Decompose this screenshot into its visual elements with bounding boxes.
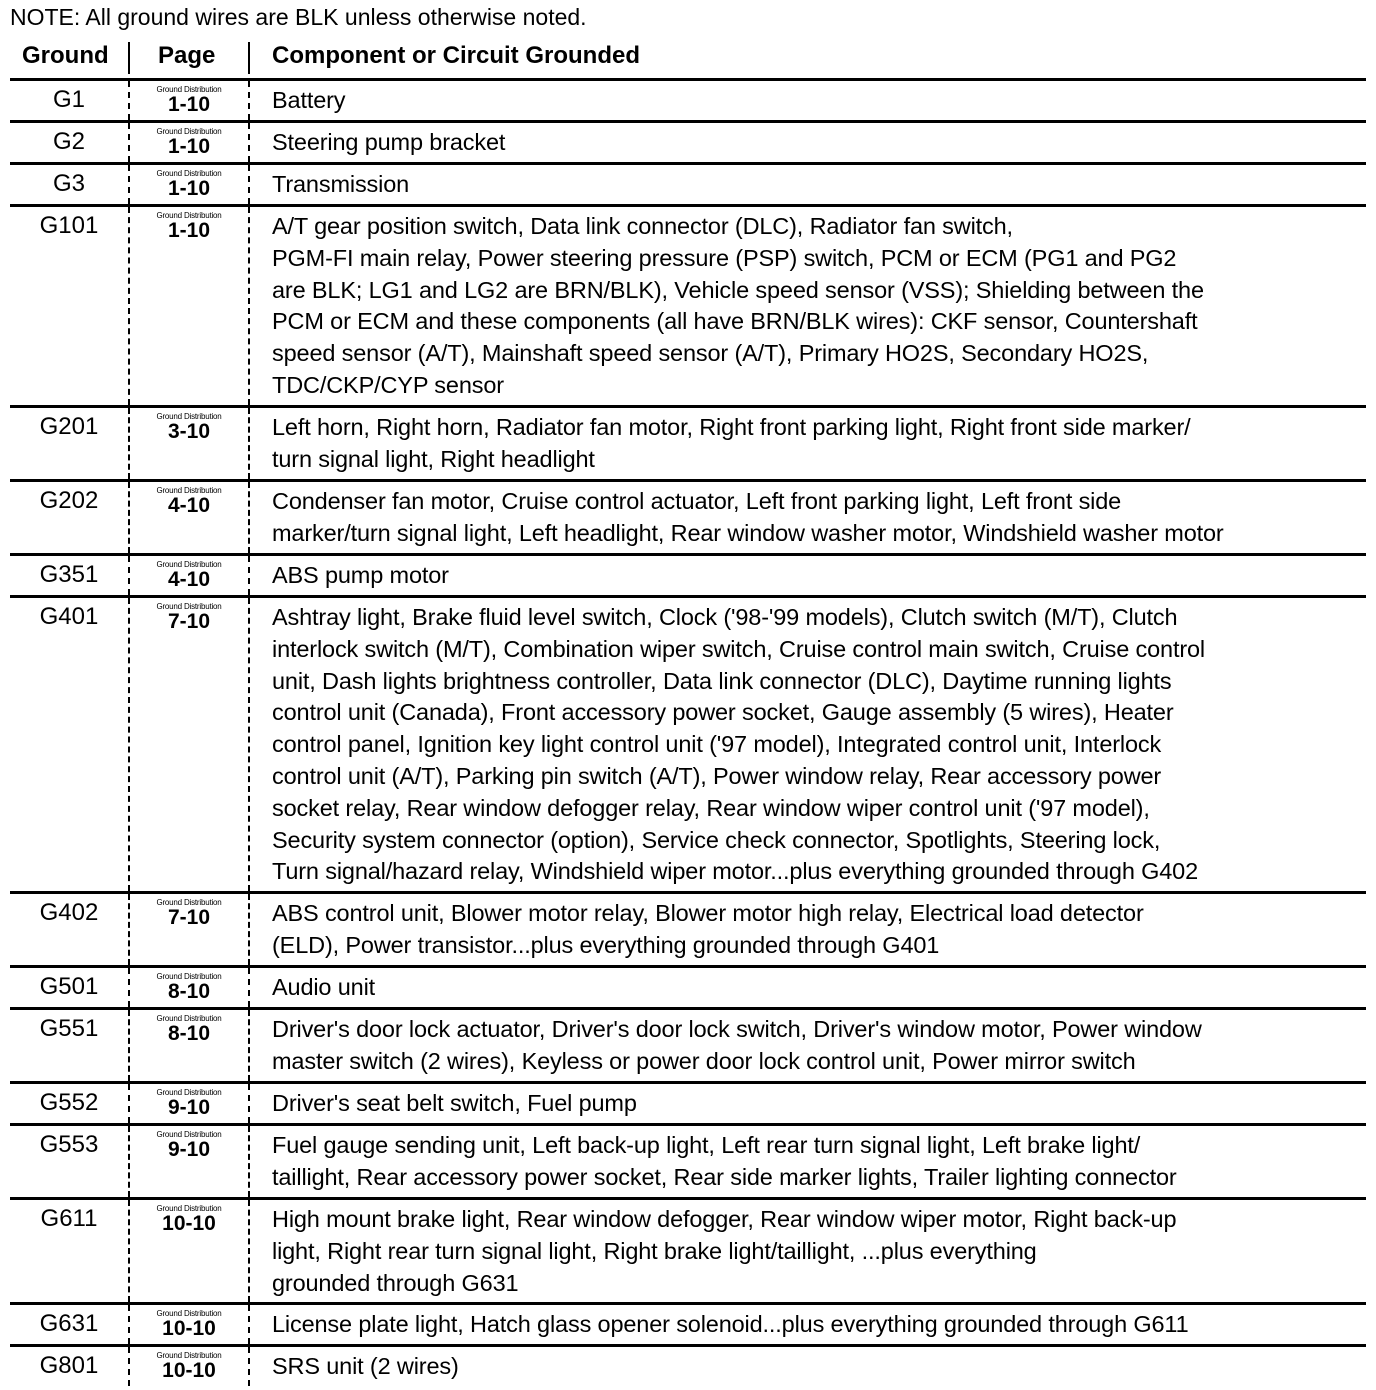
component-description bbox=[272, 1088, 1366, 1120]
table-row bbox=[10, 120, 1366, 162]
component-line: PCM or ECM and these components (all have BRN/BLK wires): CKF sensor, Countershaft bbox=[272, 308, 1198, 335]
header-divider bbox=[248, 42, 250, 74]
component-line: PGM-FI main relay, Power steering pressure (PSP) switch, PCM or ECM (PG1 and PG2 bbox=[272, 244, 1177, 271]
page-cell bbox=[128, 1305, 250, 1344]
component-description bbox=[272, 486, 1366, 550]
component-line: light, Right rear turn signal light, Right brake light/taillight, ...plus everything bbox=[272, 1237, 1037, 1264]
component-description bbox=[272, 972, 1366, 1004]
table-row bbox=[10, 1007, 1366, 1081]
component-description bbox=[272, 602, 1366, 888]
component-description bbox=[272, 169, 1366, 201]
ground-id: G351 bbox=[39, 561, 99, 588]
page-caption: Ground Distribution bbox=[156, 127, 222, 136]
component-line: ABS control unit, Blower motor relay, Blower motor high relay, Electrical load detector bbox=[272, 900, 1144, 926]
ground-id: G201 bbox=[39, 413, 99, 440]
table-row bbox=[10, 891, 1366, 965]
ground-id: G551 bbox=[39, 1015, 99, 1042]
component-line: ABS pump motor bbox=[272, 562, 449, 588]
page-cell bbox=[128, 1084, 250, 1123]
component-description bbox=[272, 560, 1366, 592]
page-caption: Ground Distribution bbox=[156, 1088, 222, 1097]
ground-id: G2 bbox=[52, 128, 85, 155]
component-line: (ELD), Power transistor...plus everything grounded through G401 bbox=[272, 931, 940, 958]
table-row bbox=[10, 1197, 1366, 1302]
ground-id: G553 bbox=[39, 1131, 99, 1158]
component-line: grounded through G631 bbox=[272, 1269, 519, 1296]
page-caption: Ground Distribution bbox=[156, 1014, 222, 1023]
component-description bbox=[272, 1014, 1366, 1078]
component-line: Security system connector (option), Service check connector, Spotlights, Steering lock, bbox=[272, 826, 1161, 853]
ground-id: G552 bbox=[39, 1089, 99, 1116]
component-line: SRS unit (2 wires) bbox=[272, 1353, 459, 1379]
component-line: turn signal light, Right headlight bbox=[272, 445, 595, 472]
component-line: Steering pump bracket bbox=[272, 129, 506, 155]
component-line: socket relay, Rear window defogger relay, Rear window wiper control unit ('97 model), bbox=[272, 794, 1150, 821]
page-caption: Ground Distribution bbox=[156, 412, 222, 421]
table-row bbox=[10, 204, 1366, 405]
page-number: 1-10 bbox=[167, 93, 211, 116]
component-description bbox=[272, 412, 1366, 476]
page-cell bbox=[128, 207, 250, 405]
component-description bbox=[272, 1130, 1366, 1194]
component-line: Audio unit bbox=[272, 974, 376, 1000]
component-description bbox=[272, 127, 1366, 159]
page-cell bbox=[128, 165, 250, 204]
page-cell bbox=[128, 598, 250, 891]
header-divider bbox=[128, 42, 130, 74]
ground-id: G401 bbox=[39, 603, 99, 630]
header-page: Page bbox=[158, 42, 216, 69]
table-row bbox=[10, 162, 1366, 204]
component-line: Battery bbox=[272, 87, 346, 113]
component-description bbox=[272, 1309, 1366, 1341]
component-line: TDC/CKP/CYP sensor bbox=[272, 371, 504, 398]
page-number: 1-10 bbox=[167, 135, 211, 158]
header-ground: Ground bbox=[22, 42, 109, 69]
page-number: 3-10 bbox=[167, 420, 211, 443]
page-cell bbox=[128, 81, 250, 120]
page-cell bbox=[128, 556, 250, 595]
component-line: High mount brake light, Rear window defogger, Rear window wiper motor, Right back-up bbox=[272, 1206, 1177, 1232]
component-description bbox=[272, 85, 1366, 117]
table-row bbox=[10, 1344, 1366, 1386]
component-line: master switch (2 wires), Keyless or power door lock control unit, Power mirror switch bbox=[272, 1047, 1136, 1074]
table-row bbox=[10, 1302, 1366, 1344]
component-description bbox=[272, 1351, 1366, 1383]
component-line: control unit (A/T), Parking pin switch (A/T), Power window relay, Rear accessory power bbox=[272, 762, 1162, 789]
page-number: 7-10 bbox=[167, 610, 211, 633]
page-caption: Ground Distribution bbox=[156, 211, 222, 220]
ground-id: G101 bbox=[39, 212, 99, 239]
page-cell bbox=[128, 1347, 250, 1386]
page-cell bbox=[128, 1126, 250, 1197]
page-cell bbox=[128, 408, 250, 479]
table-row bbox=[10, 479, 1366, 553]
header-component: Component or Circuit Grounded bbox=[272, 42, 640, 69]
page-caption: Ground Distribution bbox=[156, 85, 222, 94]
page-cell bbox=[128, 123, 250, 162]
page-caption: Ground Distribution bbox=[156, 898, 222, 907]
page-cell bbox=[128, 482, 250, 553]
page-caption: Ground Distribution bbox=[156, 1204, 222, 1213]
table-row bbox=[10, 1123, 1366, 1197]
page-cell bbox=[128, 1010, 250, 1081]
table-row bbox=[10, 553, 1366, 595]
page-caption: Ground Distribution bbox=[156, 1351, 222, 1360]
page-cell bbox=[128, 894, 250, 965]
component-line: Turn signal/hazard relay, Windshield wiper motor...plus everything grounded through G402 bbox=[272, 858, 1199, 885]
component-description bbox=[272, 211, 1366, 402]
page-number: 8-10 bbox=[167, 980, 211, 1003]
page-caption: Ground Distribution bbox=[156, 169, 222, 178]
component-line: A/T gear position switch, Data link connector (DLC), Radiator fan switch, bbox=[272, 213, 1013, 239]
component-line: Left horn, Right horn, Radiator fan motor, Right front parking light, Right front side marker/ bbox=[272, 414, 1191, 440]
page-number: 9-10 bbox=[167, 1096, 211, 1119]
component-line: taillight, Rear accessory power socket, Rear side marker lights, Trailer lighting connector bbox=[272, 1163, 1177, 1190]
page-number: 9-10 bbox=[167, 1138, 211, 1161]
page-number: 4-10 bbox=[167, 568, 211, 591]
page-number: 4-10 bbox=[167, 494, 211, 517]
page-cell bbox=[128, 1200, 250, 1302]
component-line: control panel, Ignition key light control unit ('97 model), Integrated control unit, Interlock bbox=[272, 731, 1162, 758]
page-caption: Ground Distribution bbox=[156, 602, 222, 611]
page-number: 10-10 bbox=[162, 1359, 216, 1382]
component-description bbox=[272, 898, 1366, 962]
component-description bbox=[272, 1204, 1366, 1299]
page-number: 1-10 bbox=[167, 177, 211, 200]
ground-id: G402 bbox=[39, 899, 99, 926]
page-number: 10-10 bbox=[162, 1212, 216, 1235]
component-line: Driver's seat belt switch, Fuel pump bbox=[272, 1090, 637, 1116]
page-caption: Ground Distribution bbox=[156, 1309, 222, 1318]
ground-id: G3 bbox=[52, 170, 85, 197]
component-line: Transmission bbox=[272, 171, 410, 197]
page-caption: Ground Distribution bbox=[156, 560, 222, 569]
component-line: Driver's door lock actuator, Driver's door lock switch, Driver's window motor, Power window bbox=[272, 1016, 1202, 1042]
page-number: 1-10 bbox=[167, 219, 211, 242]
page-number: 10-10 bbox=[162, 1317, 216, 1340]
note-text: NOTE: All ground wires are BLK unless otherwise noted. bbox=[10, 4, 587, 30]
component-line: unit, Dash lights brightness controller, Data link connector (DLC), Daytime running lights bbox=[272, 667, 1172, 694]
page-caption: Ground Distribution bbox=[156, 972, 222, 981]
page-caption: Ground Distribution bbox=[156, 486, 222, 495]
page-number: 7-10 bbox=[167, 906, 211, 929]
component-line: speed sensor (A/T), Mainshaft speed sensor (A/T), Primary HO2S, Secondary HO2S, bbox=[272, 340, 1149, 367]
component-line: Condenser fan motor, Cruise control actuator, Left front parking light, Left front side bbox=[272, 488, 1122, 514]
table-header bbox=[10, 38, 1366, 78]
table-row bbox=[10, 405, 1366, 479]
table-row bbox=[10, 965, 1366, 1007]
page-caption: Ground Distribution bbox=[156, 1130, 222, 1139]
ground-id: G501 bbox=[39, 973, 99, 1000]
component-line: Fuel gauge sending unit, Left back-up light, Left rear turn signal light, Left brake light/ bbox=[272, 1132, 1141, 1158]
component-line: interlock switch (M/T), Combination wiper switch, Cruise control main switch, Cruise control bbox=[272, 635, 1206, 662]
ground-id: G1 bbox=[52, 86, 85, 113]
component-line: Ashtray light, Brake fluid level switch, Clock ('98-'99 models), Clutch switch (M/T), Clutch bbox=[272, 604, 1178, 630]
table-row bbox=[10, 78, 1366, 120]
component-line: control unit (Canada), Front accessory power socket, Gauge assembly (5 wires), Heater bbox=[272, 699, 1174, 726]
page-number: 8-10 bbox=[167, 1022, 211, 1045]
ground-id: G801 bbox=[39, 1352, 99, 1379]
table-row bbox=[10, 1081, 1366, 1123]
page-cell bbox=[128, 968, 250, 1007]
component-line: are BLK; LG1 and LG2 are BRN/BLK), Vehicle speed sensor (VSS); Shielding between the bbox=[272, 276, 1204, 303]
table-row bbox=[10, 595, 1366, 891]
ground-id: G202 bbox=[39, 487, 99, 514]
ground-id: G611 bbox=[40, 1205, 98, 1232]
component-line: marker/turn signal light, Left headlight, Rear window washer motor, Windshield washer motor bbox=[272, 519, 1224, 546]
ground-id: G631 bbox=[39, 1310, 99, 1337]
ground-table bbox=[10, 78, 1366, 1386]
component-line: License plate light, Hatch glass opener solenoid...plus everything grounded through G611 bbox=[272, 1311, 1189, 1337]
